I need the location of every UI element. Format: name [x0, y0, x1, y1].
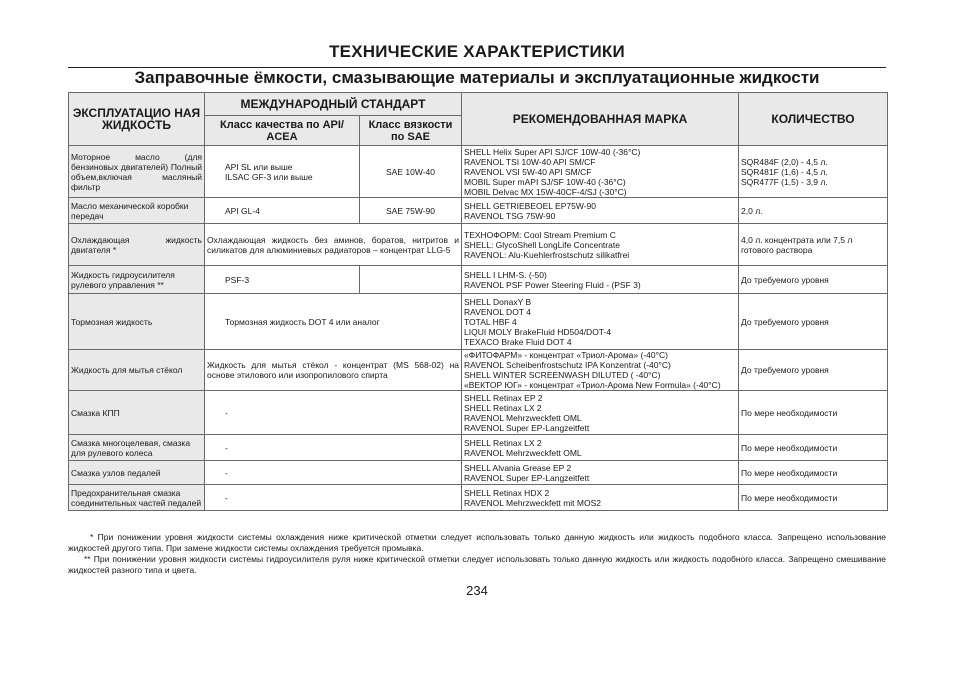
- cell-quality: PSF-3: [205, 266, 360, 294]
- cell-liquid: Смазка многоцелевая, смазка для рулевого колеса: [69, 435, 205, 461]
- cell-quantity: 4,0 л. концентрата или 7,5 л готового раствора: [739, 224, 888, 266]
- brand-line: RAVENOL TSI 10W-40 API SM/CF: [464, 156, 596, 167]
- header-brand: РЕКОМЕНДОВАННАЯ МАРКА: [462, 93, 739, 146]
- footnote-coolant: * При понижении уровня жидкости системы охлаждения ниже критической отметки следует использовать только данную жидкость или жидкость подобного класса. Запрещено использование жидкостей другого типа. При замене жидкости системы охлаждения требуется промывка.: [68, 532, 886, 553]
- brand-line: RAVENOL Super EP-Langzeitfett: [464, 472, 590, 483]
- brand-line: SHELL Retinax LX 2: [464, 402, 542, 413]
- brand-line: SHELL Retinax HDX 2: [464, 487, 550, 498]
- cell-quality: API GL-4: [205, 198, 360, 224]
- cell-brand: [462, 146, 739, 198]
- cell-standard: -: [205, 485, 462, 511]
- brand-line: LIQUI MOLY BrakeFluid HD504/DOT-4: [464, 326, 612, 337]
- cell-viscosity: SAE 10W-40: [360, 146, 462, 198]
- cell-liquid: Жидкость для мытья стёкол: [69, 350, 205, 391]
- table-row: [69, 146, 888, 198]
- cell-liquid: Моторное масло (для бензиновых двигателей) Полный объем,включая масляный фильтр: [69, 146, 205, 198]
- cell-standard: -: [205, 391, 462, 435]
- table-row: [69, 350, 888, 391]
- brand-line: SHELL Retinax EP 2: [464, 392, 543, 403]
- table-row: [69, 391, 888, 435]
- cell-quantity: До требуемого уровня: [739, 266, 888, 294]
- brand-line: RAVENOL Scheibenfrostschutz IPA Konzentrat (-40°C): [464, 360, 671, 370]
- brand-line: RAVENOL PSF Power Steering Fluid - (PSF 3): [464, 279, 641, 290]
- cell-liquid: Тормозная жидкость: [69, 294, 205, 350]
- cell-quality: API SL или выше ILSAC GF-3 или выше: [205, 146, 360, 198]
- brand-line: RAVENOL: Alu-Kuehlerfrostschutz silikatfrei: [464, 249, 630, 260]
- header-quality: Класс качества по API/ ACEA: [205, 116, 360, 146]
- header-standard: МЕЖДУНАРОДНЫЙ СТАНДАРТ: [205, 93, 462, 116]
- table-row: [69, 435, 888, 461]
- table-row: [69, 198, 888, 224]
- header-liquid: ЭКСПЛУАТАЦИО НАЯ ЖИДКОСТЬ: [69, 93, 205, 146]
- cell-liquid: Охлаждающая жидкость двигателя *: [69, 224, 205, 266]
- brand-line: RAVENOL Super EP-Langzeitfett: [464, 422, 590, 433]
- cell-liquid: Предохранительная смазка соединительных частей педалей: [69, 485, 205, 511]
- header-quantity: КОЛИЧЕСТВО: [739, 93, 888, 146]
- cell-brand: [462, 294, 739, 350]
- cell-standard: Тормозная жидкость DOT 4 или аналог: [205, 294, 462, 350]
- brand-line: SHELL: GlycoShell LongLife Concentrate: [464, 239, 620, 250]
- page-subtitle: Заправочные ёмкости, смазывающие материалы и эксплуатационные жидкости: [134, 68, 820, 87]
- table-row: [69, 294, 888, 350]
- cell-liquid: Смазка КПП: [69, 391, 205, 435]
- cell-viscosity: SAE 75W-90: [360, 198, 462, 224]
- footnote-steering: ** При понижении уровня жидкости системы гидроусилителя руля ниже критической отметки следует использовать только данную жидкость или жидкость подобного класса. Запрещено смешивание жидкостей разного типа и цвета.: [68, 554, 886, 575]
- table-row: [69, 485, 888, 511]
- brand-line: MOBIL Delvac MX 15W-40CF-4/SJ (-30°C): [464, 186, 627, 197]
- cell-liquid: Смазка узлов педалей: [69, 461, 205, 485]
- cell-quantity: До требуемого уровня: [739, 350, 888, 391]
- cell-liquid: Жидкость гидроусилителя рулевого управления **: [69, 266, 205, 294]
- cell-liquid: Масло механической коробки передач: [69, 198, 205, 224]
- brand-line: TOTAL HBF 4: [464, 316, 517, 327]
- cell-quantity: По мере необходимости: [739, 461, 888, 485]
- brand-line: RAVENOL Mehrzweckfett OML: [464, 447, 582, 458]
- page-number: 234: [466, 583, 488, 598]
- table-body: [69, 146, 888, 511]
- brand-line: SHELL Retinax LX 2: [464, 437, 542, 448]
- cell-quantity: По мере необходимости: [739, 435, 888, 461]
- cell-brand: [462, 485, 739, 511]
- brand-line: RAVENOL Mehrzweckfett OML: [464, 412, 582, 423]
- table-row: [69, 224, 888, 266]
- brand-line: MOBIL Super mAPI SJ/SF 10W-40 (-36°C): [464, 176, 626, 187]
- footnotes: [68, 532, 886, 576]
- brand-line: ТЕХНОФОРМ: Cool Stream Premium C: [464, 229, 616, 240]
- brand-line: TEXACO Brake Fluid DOT 4: [464, 336, 572, 347]
- cell-standard: Жидкость для мытья стёкол - концентрат (MS 568-02) на основе этилового или изопропилового спирта: [205, 350, 462, 391]
- cell-quantity: По мере необходимости: [739, 485, 888, 511]
- brand-line: RAVENOL VSI 5W-40 API SM/CF: [464, 166, 592, 177]
- table-row: [69, 461, 888, 485]
- cell-viscosity: [360, 266, 462, 294]
- cell-brand: [462, 198, 739, 224]
- cell-brand: [462, 461, 739, 485]
- header-viscosity: Класс вязкости по SAE: [360, 116, 462, 146]
- cell-quantity: 2,0 л.: [739, 198, 888, 224]
- brand-line: RAVENOL TSG 75W-90: [464, 210, 556, 221]
- cell-brand: [462, 435, 739, 461]
- cell-quantity: SQR484F (2,0) - 4,5 л. SQR481F (1,6) - 4,5 л. SQR477F (1,5) - 3,9 л.: [739, 146, 888, 198]
- cell-standard: Охлаждающая жидкость без аминов, боратов, нитритов и силикатов для алюминиевых радиаторов – концентрат LLG-5: [205, 224, 462, 266]
- table-row: [69, 266, 888, 294]
- cell-standard: -: [205, 435, 462, 461]
- brand-line: SHELL I LHM-S. (-50): [464, 269, 547, 280]
- brand-line: «ФИТОФАРМ» - концентрат «Триол-Арома» (-40°C): [464, 350, 668, 360]
- cell-quantity: По мере необходимости: [739, 391, 888, 435]
- brand-line: SHELL DonaxY B: [464, 296, 532, 307]
- cell-brand: [462, 391, 739, 435]
- cell-quantity: До требуемого уровня: [739, 294, 888, 350]
- brand-line: SHELL GETRIEBEOEL EP75W-90: [464, 200, 596, 211]
- section-title: ТЕХНИЧЕСКИЕ ХАРАКТЕРИСТИКИ: [329, 42, 625, 61]
- cell-standard: -: [205, 461, 462, 485]
- brand-line: RAVENOL DOT 4: [464, 306, 531, 317]
- brand-line: SHELL WINTER SCREENWASH DILUTED ( -40°C): [464, 370, 661, 380]
- fluids-table: [68, 92, 888, 511]
- cell-brand: [462, 266, 739, 294]
- cell-brand: [462, 224, 739, 266]
- brand-line: SHELL Alvania Grease EP 2: [464, 462, 572, 473]
- brand-line: «ВЕКТОР ЮГ» - концентрат «Триол-Арома New Formula» (-40°C): [464, 380, 721, 390]
- brand-line: RAVENOL Mehrzweckfett mit MOS2: [464, 497, 601, 508]
- brand-line: SHELL Helix Super API SJ/CF 10W-40 (-36°C): [464, 146, 641, 157]
- cell-brand: [462, 350, 739, 391]
